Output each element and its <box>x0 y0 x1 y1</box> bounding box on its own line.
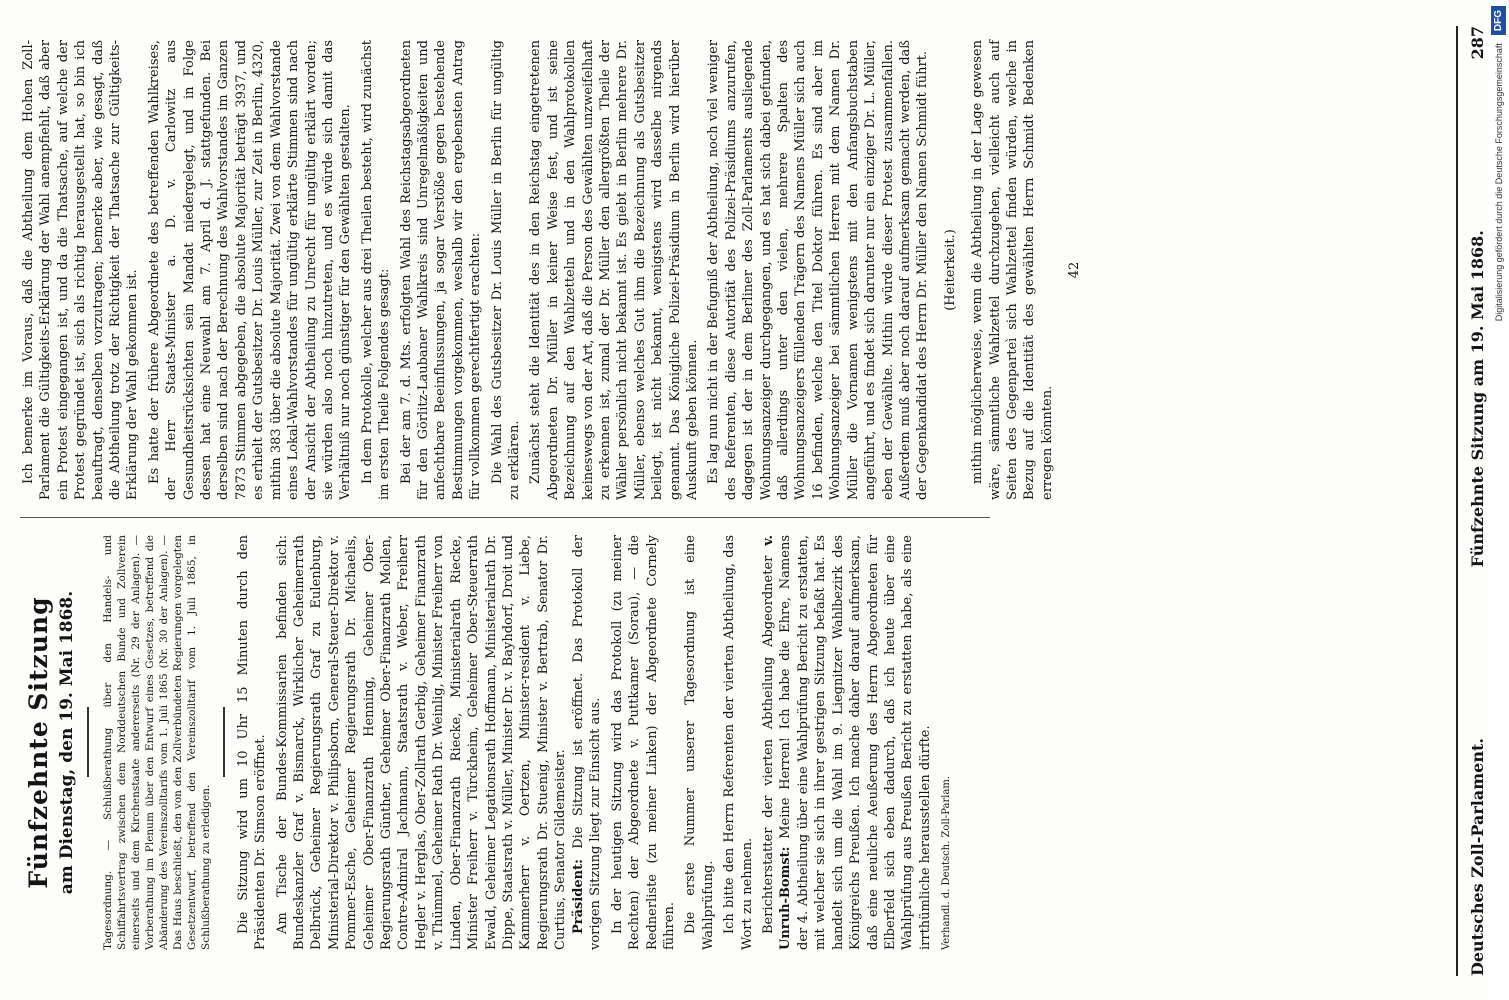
president-text: Die Sitzung ist eröffnet. Das Protokoll der vorigen Sitzung liegt zur Einsicht aus. <box>571 535 604 950</box>
running-head-rule <box>1456 26 1458 976</box>
right-paragraph-5: Die Wahl des Gutsbesitzer Dr. Louis Müller in Berlin für ungültig zu erklären. <box>489 40 522 500</box>
speaker-label-reporter: v. Unruh-Bomst: <box>761 535 794 950</box>
digitization-sidebar-inner <box>1488 0 1509 1000</box>
commissioners-paragraph: Am Tische der Bundes-Kommissarien befinden sich: Bundeskanzler Graf v. Bismarck, Wirklicher Geheimerrath Delbrück, Geheimer Regierungsrath Graf zu Eulenburg, Ministerial-Direktor v. Philipsborn, General-Steuer-Direktor v. Pommer-Esche, Geheimer Regierungsrath Dr. Michaelis, Geheimer Ober-Finanzrath Henning, Geheimer Ober-Regierungsrath Günther, Geheimer Ober-Finanzrath Mollen, Contre-Admiral Jachmann, Staatsrath v. Weber, Freiherr Hegler v. Herglas, Ober-Zollrath Gerbig, Geheimer Finanzrath v. Thümmel, Geheimer Rath Dr. Weinlig, Minister Freiherr von Linden, Ober-Finanzrath Riecke, Ministerialrath Riecke, Minister Freiherr v. Türckheim, Geheimer Ober-Steuerrath Ewald, Geheimer Legationsrath Hoffmann, Ministerialrath Dr. Dippe, Staatsrath v. Müller, Minister Dr. v. Bayhdorf, Droit und Kammerherr v. Oertzen, Minister-resident v. Liebe, Regierungsrath Dr. Stuenig, Minister v. Bertrab, Senator Dr. Curtius, Senator Gildemeister. <box>274 535 569 950</box>
right-paragraph-6: Zunächst steht die Identität des in den Reichstag eingetretenen Abgeordneten Dr. Müller in keiner Weise fest, und ist seine Bezeichnung auf den Wahlzetteln und in den Wahlprotokollen keineswegs von der Art, daß die Person des Gewählten unzweifelhaft zu erkennen ist, zumal der Dr. Müller den allergrößten Theile der Wähler persönlich nicht bekannt ist. Es giebt in Berlin mehrere Dr. Müller, ebenso welches Gut ihm die Bezeichnung als Gutsbesitzer beilegt, ist nicht bekannt, wenigstens wird dasselbe nirgends genannt. Das Königliche Polizei-Präsidium in Berlin wird hierüber Auskunft geben können. <box>528 40 701 500</box>
opening-paragraph: Die Sitzung wird um 10 Uhr 15 Minuten durch den Präsidenten Dr. Simson eröffnet. <box>235 535 269 950</box>
reporter-intro: Berichterstatter der vierten Abtheilung Abgeordneter <box>761 555 777 934</box>
right-column <box>20 40 1094 500</box>
running-head-center: Fünfzehnte Sitzung am 19. Mai 1868. <box>1467 230 1487 568</box>
right-paragraph-3: In dem Protokolle, welcher aus drei Theilen besteht, wird zunächst im ersten Theile Folgendes gesagt: <box>359 40 393 500</box>
right-paragraph-1: Ich bemerke im Voraus, daß die Abtheilung dem Hohen Zoll-Parlament die Gültigkeits-Erklärung der Wahl anempfiehlt, daß aber ein Protest eingegangen ist, und da die Thatsache, auf welche der Protest gegründet ist, sich als richtig herausgestellt hat, so bin ich beauftragt, denselben vorzutragen; bemerke aber, wie gesagt, daß die Abtheilung trotz der Richtigkeit der Thatsache zur Gültigkeits-Erklärung der Wahl gekommen ist. <box>21 40 141 500</box>
session-title: Fünfzehnte Sitzung <box>24 596 53 889</box>
left-column <box>20 535 960 950</box>
digitization-credit: Digitalisierung gefördert durch die Deutsche Forschungsgemeinschaft <box>1493 43 1504 322</box>
interjection: (Heiterkeit.) <box>942 229 958 311</box>
dfg-logo: DFG <box>1491 6 1506 35</box>
footer-note: Verhandl. d. Deutsch. Zoll-Parlam. <box>941 775 953 950</box>
protocol-paragraph: In der heutigen Sitzung wird das Protokoll (zu meiner Rechten) der Abgeordnete v. Puttkamer (Sorau), — die Rednerliste (zu meiner Linken) der Abgeordnete Cornely führen. <box>609 535 678 950</box>
agenda-item-paragraph: Die erste Nummer unserer Tagesordnung ist eine Wahlprüfung. <box>683 535 716 950</box>
right-paragraph-4: Bei der am 7. d. Mts. erfolgten Wahl des Reichstagsabgeordneten für den Görlitz-Laubaner Wahlkreis sind Unregelmäßigkeiten und anfechtbare Beeinflussungen, ja sogar Verstöße gegen bestehende Bestimmungen vorgekommen, weshalb wir den ergebensten Antrag für vollkommen gerechtfertigt erachten: <box>398 40 484 500</box>
title-rule <box>87 708 89 778</box>
signature-mark: 42 <box>1067 261 1083 279</box>
page-number: 287 <box>1467 26 1487 60</box>
president-paragraph <box>570 535 605 950</box>
speaker-label-president: Präsident: <box>571 859 586 934</box>
digitization-sidebar <box>1488 0 1509 1000</box>
right-paragraph-2: Es hatte der frühere Abgeordnete des betreffenden Wahlkreises, der Herr Staats-Minister a. D. v. Carlowitz aus Gesundheitsrücksichten sein Mandat niedergelegt, und in Folge dessen hat eine Neuwahl am 7. April d. J. stattgefunden. Bei derselben sind nach der Berechnung des Wahlvorstandes im Ganzen 7873 Stimmen abgegeben, die absolute Majorität beträgt 3937, und es erhielt der Gutsbesitzer Dr. Louis Müller, zur Zeit in Berlin, 4320, mithin 383 über die absolute Majorität. Zwei von dem Wahlvorstande eines Lokal-Wahlvorstandes für ungültig erklärte Stimmen sind nach der Ansicht der Abtheilung zu Unrecht für ungültig erklärt worden; sie würden also noch hinzutreten, und es würde sich damit das Verhältniß nur noch günstiger für den Gewählten gestalten. <box>146 40 354 500</box>
reporter-text: Meine Herren! Ich habe die Ehre, Namens der 4. Abtheilung über eine Wahlprüfung Bericht zu erstatten, mit welcher sie sich in ihrer gestrigen Sitzung befaßt hat. Es handelt sich um die Wahl im 9. Liegnitzer Wahlbezirk des Königreichs Preußen. Ich mache daher darauf aufmerksam, daß eine neuliche Aeußerung des Herrn Abgeordneten für Elberfeld sich eben dadurch, daß ich heute über eine Wahlprüfung aus Preußen Bericht zu erstatten habe, als eine irrthümliche herausstellen dürfte. <box>778 535 933 950</box>
referee-request-paragraph: Ich bitte den Herrn Referenten der vierten Abtheilung, das Wort zu nehmen. <box>722 535 755 950</box>
session-date: am Dienstag, den 19. Mai 1868. <box>57 590 78 895</box>
column-divider <box>20 517 990 518</box>
right-paragraph-7: Es lag nun nicht in der Befugniß der Abtheilung, noch viel weniger des Referenten, diese Autorität des Polizei-Präsidiums anzurufen, dagegen ist der in dem Berliner des Zoll-Parlaments ausliegende Wohnungsanzeiger durchgegangen, und es hat sich dabei gefunden, daß allerdings unter den vielen, mehrere Spalten des Wohnungsanzeigers füllenden Trägern des Namens Müller sich auch 16 befinden, welche den Titel Doktor führen. Es sind aber im Wohnungsanzeiger bei sämmtlichen Herren mit dem Namen Dr. Müller die Vornamen wenigstens mit den Anfangsbuchstaben angeführt, und es findet sich darunter nur ein einziger Dr. L. Müller, eben der Gewählte. Mithin würde dieser Protest zusammenfallen. Außerdem muß aber noch darauf aufmerksam gemacht werden, daß der Gegenkandidat des Herrn Dr. Müller den Namen Schmidt führt. <box>706 40 931 500</box>
agenda-rule <box>223 708 225 778</box>
agenda-note: Tagesordnung. — Schlußberathung über den Handels- und Schiffahrtsvertrag zwischen dem Norddeutschen Bunde und Zollverein einerseits und dem Kirchenstaate andererseits (Nr. 29 der Anlagen). — Vorberathung im Plenum über den Entwurf eines Gesetzes, betreffend die Abänderung des Vereinszolltarifs vom 1. Juli 1865 (Nr. 30 der Anlagen). — Das Haus beschließt, den von den Zollverbündeten Regierungen vorgelegten Gesetzentwurf, betreffend den Vereinszolltarif vom 1. Juli 1865, in Schlußberathung zu erledigen. <box>101 535 212 950</box>
running-head-left: Deutsches Zoll-Parlament. <box>1467 738 1487 976</box>
closing-paragraph: mithin möglicherweise, wenn die Abtheilung in der Lage gewesen wäre, sämmtliche Wahlzettel durchzugehen, vielleicht auch auf Seiten des Gegenparteì sich Wahlzettel finden würden, welche in Bezug auf die Identität des gewählten Herrn Schmidt Bedenken erregen könnten. <box>970 40 1055 500</box>
session-header <box>24 535 570 950</box>
reporter-paragraph <box>760 535 934 950</box>
